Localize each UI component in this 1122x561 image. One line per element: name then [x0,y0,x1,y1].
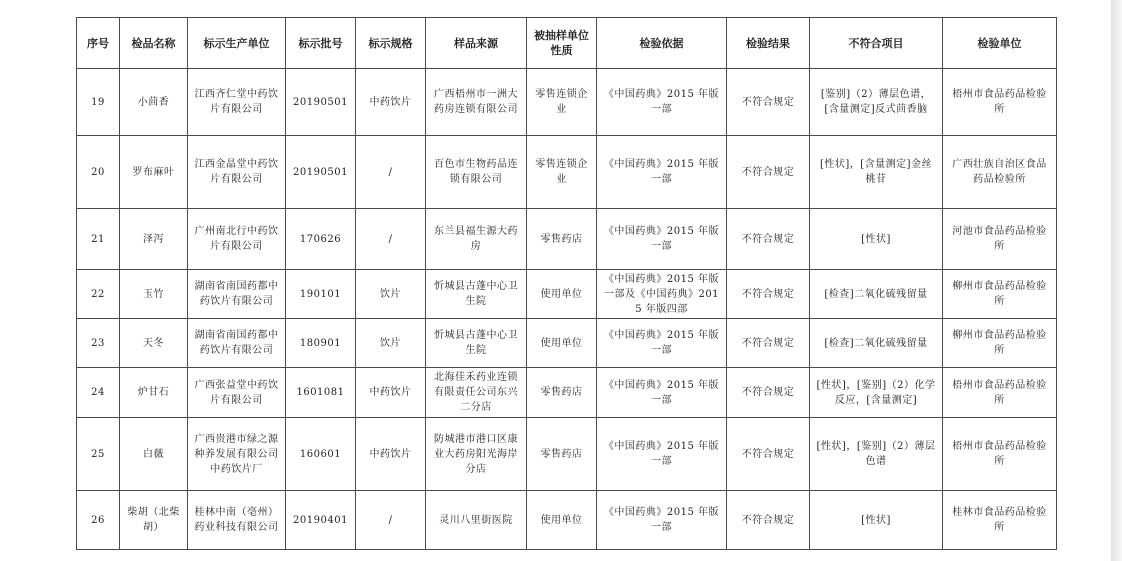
inspection-results-table [76,17,1057,550]
cell-spec: / [356,136,426,209]
cell-inspection-result: 不符合规定 [727,136,810,209]
header-sampled-unit-nature: 被抽样单位性质 [527,18,597,69]
cell-unit-nature: 零售药店 [527,368,597,418]
cell-sample-source: 忻城县古蓬中心卫生院 [426,319,527,368]
cell-inspection-basis: 《中国药典》2015 年版一部 [597,209,727,270]
cell-inspection-result: 不符合规定 [727,491,810,550]
cell-product-name: 柴胡（北柴胡） [120,491,188,550]
cell-inspection-result: 不符合规定 [727,209,810,270]
cell-inspection-basis: 《中国药典》2015 年版一部 [597,491,727,550]
cell-inspection-basis: 《中国药典》2015 年版一部 [597,418,727,491]
cell-spec: 中药饮片 [356,368,426,418]
cell-product-name: 罗布麻叶 [120,136,188,209]
cell-batch: 180901 [286,319,356,368]
cell-batch: 1601081 [286,368,356,418]
cell-spec: 饮片 [356,319,426,368]
cell-inspection-result: 不符合规定 [727,69,810,136]
header-sample-source: 样品来源 [426,18,527,69]
cell-manufacturer: 湖南省南国药都中药饮片有限公司 [188,319,286,368]
cell-inspection-lab: 梧州市食品药品检验所 [943,368,1057,418]
cell-seq: 26 [77,491,120,550]
cell-inspection-basis: 《中国药典》2015 年版一部及《中国药典》2015 年版四部 [597,270,727,319]
cell-product-name: 白薇 [120,418,188,491]
header-batch: 标示批号 [286,18,356,69]
cell-batch: 160601 [286,418,356,491]
cell-inspection-result: 不符合规定 [727,319,810,368]
cell-spec: 中药饮片 [356,418,426,491]
cell-nonconforming-items: [检查]二氧化硫残留量 [810,319,943,368]
header-inspection-result: 检验结果 [727,18,810,69]
cell-batch: 20190501 [286,136,356,209]
cell-sample-source: 广西梧州市一洲大药房连锁有限公司 [426,69,527,136]
cell-sample-source: 防城港市港口区康业大药房阳光海岸分店 [426,418,527,491]
cell-inspection-basis: 《中国药典》2015 年版一部 [597,136,727,209]
header-spec: 标示规格 [356,18,426,69]
cell-inspection-result: 不符合规定 [727,270,810,319]
cell-product-name: 小茴香 [120,69,188,136]
cell-batch: 20190401 [286,491,356,550]
cell-unit-nature: 使用单位 [527,491,597,550]
cell-nonconforming-items: [性状]，[含量测定]金丝桃苷 [810,136,943,209]
cell-inspection-result: 不符合规定 [727,418,810,491]
cell-inspection-result: 不符合规定 [727,368,810,418]
cell-unit-nature: 零售连锁企业 [527,136,597,209]
cell-seq: 23 [77,319,120,368]
cell-spec: 饮片 [356,270,426,319]
table-row [77,270,1057,319]
cell-inspection-lab: 桂林市食品药品检验所 [943,491,1057,550]
cell-inspection-lab: 柳州市食品药品检验所 [943,270,1057,319]
cell-nonconforming-items: [性状] [810,209,943,270]
cell-unit-nature: 使用单位 [527,270,597,319]
table-row [77,209,1057,270]
table-row [77,368,1057,418]
cell-product-name: 炉甘石 [120,368,188,418]
cell-inspection-lab: 梧州市食品药品检验所 [943,418,1057,491]
table-header-row [77,18,1057,69]
cell-unit-nature: 使用单位 [527,319,597,368]
cell-sample-source: 北海佳禾药业连锁有限责任公司东兴二分店 [426,368,527,418]
cell-batch: 170626 [286,209,356,270]
cell-manufacturer: 广西贵港市绿之源种养发展有限公司中药饮片厂 [188,418,286,491]
cell-manufacturer: 江西齐仁堂中药饮片有限公司 [188,69,286,136]
header-seq: 序号 [77,18,120,69]
cell-seq: 19 [77,69,120,136]
header-nonconforming-items: 不符合项目 [810,18,943,69]
cell-manufacturer: 江西金晶堂中药饮片有限公司 [188,136,286,209]
cell-inspection-basis: 《中国药典》2015 年版一部 [597,69,727,136]
cell-spec: / [356,209,426,270]
cell-inspection-lab: 广西壮族自治区食品药品检验所 [943,136,1057,209]
table-row [77,136,1057,209]
cell-seq: 21 [77,209,120,270]
cell-nonconforming-items: [检查]二氧化硫残留量 [810,270,943,319]
cell-inspection-lab: 梧州市食品药品检验所 [943,69,1057,136]
header-manufacturer: 标示生产单位 [188,18,286,69]
cell-seq: 20 [77,136,120,209]
header-product-name: 检品名称 [120,18,188,69]
cell-product-name: 玉竹 [120,270,188,319]
table-row [77,319,1057,368]
cell-sample-source: 百色市生物药品连锁有限公司 [426,136,527,209]
cell-nonconforming-items: [性状] [810,491,943,550]
cell-manufacturer: 桂林中南（亳州）药业科技有限公司 [188,491,286,550]
cell-batch: 190101 [286,270,356,319]
cell-inspection-basis: 《中国药典》2015 年版一部 [597,368,727,418]
cell-inspection-lab: 柳州市食品药品检验所 [943,319,1057,368]
cell-unit-nature: 零售药店 [527,418,597,491]
table-row [77,491,1057,550]
cell-spec: / [356,491,426,550]
cell-sample-source: 灵川八里街医院 [426,491,527,550]
cell-unit-nature: 零售连锁企业 [527,69,597,136]
cell-nonconforming-items: [鉴别]（2）薄层色谱，[含量测定]反式茴香脑 [810,69,943,136]
page-edge-shadow [1111,0,1122,561]
table-row [77,418,1057,491]
cell-nonconforming-items: [性状]，[鉴别]（2）化学反应，[含量测定] [810,368,943,418]
header-inspection-basis: 检验依据 [597,18,727,69]
cell-sample-source: 东兰县福生源大药房 [426,209,527,270]
cell-seq: 25 [77,418,120,491]
cell-nonconforming-items: [性状]，[鉴别]（2）薄层色谱 [810,418,943,491]
cell-inspection-lab: 河池市食品药品检验所 [943,209,1057,270]
cell-seq: 24 [77,368,120,418]
cell-sample-source: 忻城县古蓬中心卫生院 [426,270,527,319]
cell-batch: 20190501 [286,69,356,136]
cell-manufacturer: 湖南省南国药都中药饮片有限公司 [188,270,286,319]
table-row [77,69,1057,136]
cell-unit-nature: 零售药店 [527,209,597,270]
cell-product-name: 天冬 [120,319,188,368]
cell-inspection-basis: 《中国药典》2015 年版一部 [597,319,727,368]
cell-manufacturer: 广西张益堂中药饮片有限公司 [188,368,286,418]
header-inspection-lab: 检验单位 [943,18,1057,69]
cell-product-name: 泽泻 [120,209,188,270]
cell-seq: 22 [77,270,120,319]
cell-manufacturer: 广州南北行中药饮片有限公司 [188,209,286,270]
cell-spec: 中药饮片 [356,69,426,136]
